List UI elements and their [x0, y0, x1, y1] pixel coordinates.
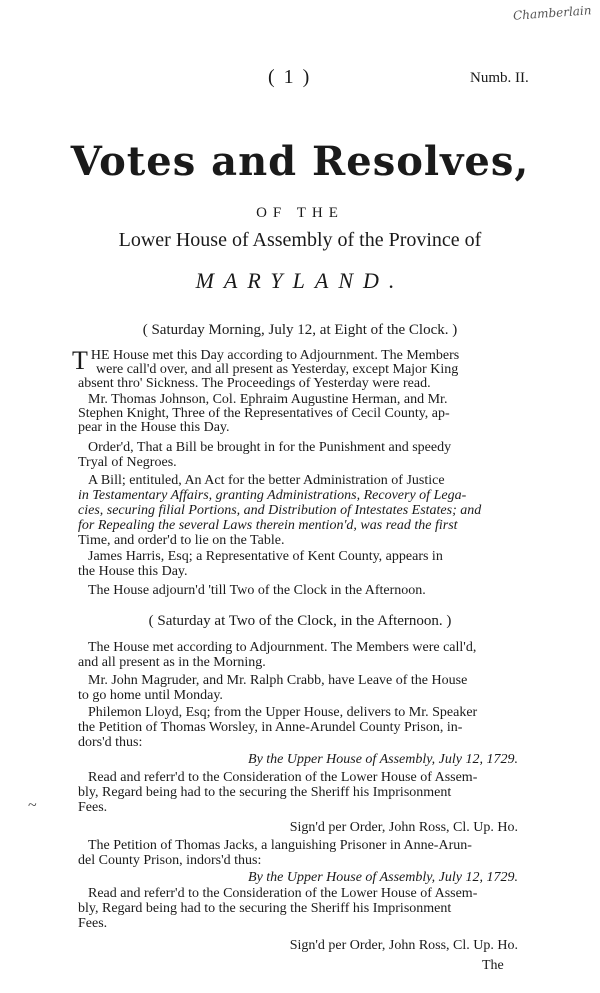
morning-line: The House adjourn'd 'till Two of the Clock in the Afternoon.: [88, 583, 426, 598]
morning-line: were call'd over, and all present as Yesterday, except Major King: [96, 362, 459, 377]
afternoon-line: the Petition of Thomas Worsley, in Anne-Arundel County Prison, in-: [78, 720, 463, 735]
petition-line: The Petition of Thomas Jacks, a languishing Prisoner in Anne-Arun-: [88, 838, 472, 853]
document-title: Votes and Resolves,: [70, 138, 530, 185]
drop-cap: T: [72, 346, 88, 375]
morning-line: Tryal of Negroes.: [78, 455, 177, 470]
afternoon-line: to go home until Monday.: [78, 688, 223, 703]
signed-line: Sign'd per Order, John Ross, Cl. Up. Ho.: [289, 820, 518, 835]
referral-line: Fees.: [78, 916, 108, 931]
morning-line: for Repealing the several Laws therein mention'd, was read the first: [78, 518, 458, 533]
page-number: ( 1 ): [268, 66, 312, 88]
margin-mark: ~: [28, 797, 37, 814]
morning-line: absent thro' Sickness. The Proceedings of Yesterday were read.: [78, 376, 431, 391]
afternoon-line: Philemon Lloyd, Esq; from the Upper House, delivers to Mr. Speaker: [88, 705, 478, 720]
title-lower-house: Lower House of Assembly of the Province of: [118, 229, 482, 251]
number-label: Numb. II.: [470, 70, 529, 86]
referral-line: bly, Regard being had to the securing the Sheriff his Imprisonment: [78, 785, 452, 800]
morning-line: Stephen Knight, Three of the Representatives of Cecil County, ap-: [78, 406, 450, 421]
morning-line: in Testamentary Affairs, granting Administrations, Recovery of Lega-: [78, 488, 467, 503]
morning-line: A Bill; entituled, An Act for the better Administration of Justice: [88, 473, 445, 488]
morning-line: James Harris, Esq; a Representative of Kent County, appears in: [88, 549, 443, 564]
morning-line: THE House met this Day according to Adjournment. The Members: [72, 346, 460, 375]
morning-session-heading: ( Saturday Morning, July 12, at Eight of the Clock. ): [142, 322, 458, 338]
afternoon-line: and all present as in the Morning.: [78, 655, 266, 670]
morning-line: the House this Day.: [78, 564, 188, 579]
petition-line: del County Prison, indors'd thus:: [78, 853, 262, 868]
title-province: MARYLAND.: [195, 268, 405, 293]
referral-line: bly, Regard being had to the securing the Sheriff his Imprisonment: [78, 901, 452, 916]
referral-line: Read and referr'd to the Consideration of the Lower House of Assem-: [88, 770, 478, 785]
upper-house-dateline: By the Upper House of Assembly, July 12, 1729.: [248, 752, 518, 767]
morning-line: Mr. Thomas Johnson, Col. Ephraim Augustine Herman, and Mr.: [88, 392, 448, 407]
morning-line: pear in the House this Day.: [78, 420, 230, 435]
referral-line: Fees.: [78, 800, 108, 815]
upper-house-dateline: By the Upper House of Assembly, July 12, 1729.: [248, 870, 518, 885]
afternoon-session-heading: ( Saturday at Two of the Clock, in the Afternoon. ): [148, 613, 452, 629]
afternoon-line: Mr. John Magruder, and Mr. Ralph Crabb, have Leave of the House: [88, 673, 468, 688]
catchword: The: [482, 958, 504, 973]
afternoon-line: dors'd thus:: [78, 735, 143, 750]
corner-handwritten-note: Chamberlain: [513, 3, 593, 23]
morning-line: cies, securing filial Portions, and Distribution of Intestates Estates; and: [78, 503, 482, 518]
afternoon-line: The House met according to Adjournment. The Members were call'd,: [88, 640, 477, 655]
referral-line: Read and referr'd to the Consideration of the Lower House of Assem-: [88, 886, 478, 901]
signed-line: Sign'd per Order, John Ross, Cl. Up. Ho.: [289, 938, 518, 953]
morning-line: Order'd, That a Bill be brought in for the Punishment and speedy: [88, 440, 452, 455]
title-of-the: OF THE: [256, 205, 344, 221]
morning-line: Time, and order'd to lie on the Table.: [78, 533, 285, 548]
